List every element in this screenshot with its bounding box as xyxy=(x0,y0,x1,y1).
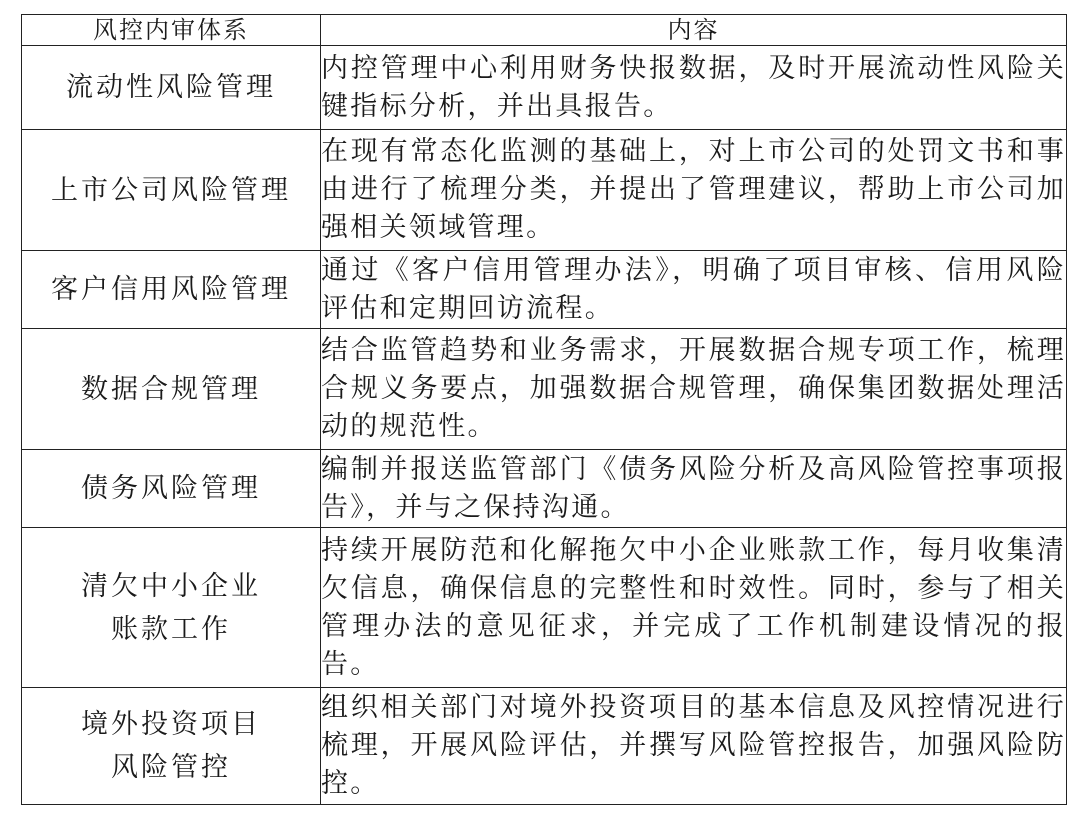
header-category: 风控内审体系 xyxy=(22,15,321,46)
table-row xyxy=(22,450,1067,528)
row-category-line: 清欠中小企业 xyxy=(81,570,261,602)
table-header-row xyxy=(22,15,1067,46)
row-category: 数据合规管理 xyxy=(22,329,321,450)
header-content: 内容 xyxy=(321,15,1067,46)
row-category: 债务风险管理 xyxy=(22,450,321,528)
table-row xyxy=(22,46,1067,130)
row-category: 上市公司风险管理 xyxy=(22,130,321,251)
table-row xyxy=(22,251,1067,329)
row-category: 流动性风险管理 xyxy=(22,46,321,130)
row-content: 持续开展防范和化解拖欠中小企业账款工作，每月收集清欠信息，确保信息的完整性和时效性。同时，参与了相关管理办法的意见征求，并完成了工作机制建设情况的报告。 xyxy=(321,528,1067,688)
table-row xyxy=(22,329,1067,450)
row-content: 在现有常态化监测的基础上，对上市公司的处罚文书和事由进行了梳理分类，并提出了管理建议，帮助上市公司加强相关领域管理。 xyxy=(321,130,1067,251)
row-content: 内控管理中心利用财务快报数据，及时开展流动性风险关键指标分析，并出具报告。 xyxy=(321,46,1067,130)
row-category xyxy=(22,528,321,688)
row-category-line: 风险管控 xyxy=(111,752,231,783)
row-category xyxy=(22,688,321,805)
row-content: 组织相关部门对境外投资项目的基本信息及风控情况进行梳理，开展风险评估，并撰写风险管控报告，加强风险防控。 xyxy=(321,688,1067,805)
row-category-line: 境外投资项目 xyxy=(81,709,261,740)
table-row xyxy=(22,688,1067,805)
table-row xyxy=(22,130,1067,251)
row-content: 编制并报送监管部门《债务风险分析及高风险管控事项报告》，并与之保持沟通。 xyxy=(321,450,1067,528)
risk-control-table xyxy=(21,14,1067,805)
row-content: 通过《客户信用管理办法》，明确了项目审核、信用风险评估和定期回访流程。 xyxy=(321,251,1067,329)
table-row xyxy=(22,528,1067,688)
row-category-line: 账款工作 xyxy=(111,613,231,645)
row-category: 客户信用风险管理 xyxy=(22,251,321,329)
row-content: 结合监管趋势和业务需求，开展数据合规专项工作，梳理合规义务要点，加强数据合规管理，确保集团数据处理活动的规范性。 xyxy=(321,329,1067,450)
